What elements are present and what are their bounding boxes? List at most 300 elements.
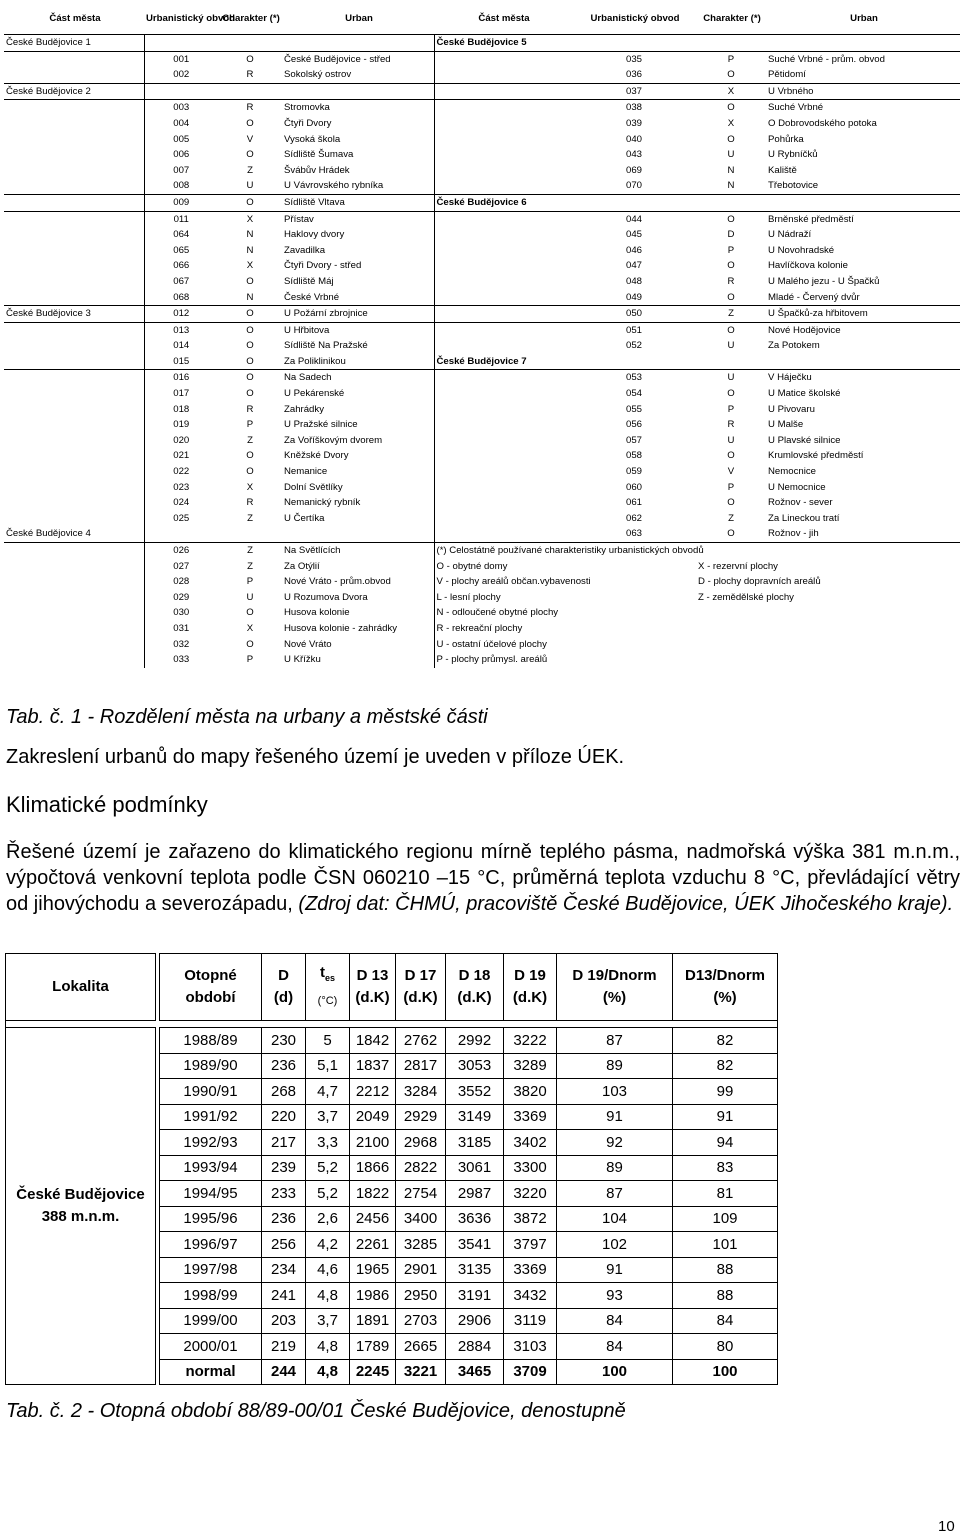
cell-d: 234 bbox=[262, 1257, 306, 1283]
cell-obvod-right: 045 bbox=[625, 229, 642, 241]
cell-cast-mesta bbox=[4, 495, 144, 511]
cell-obvod: 023 bbox=[144, 480, 218, 496]
cell-obvod: 001 bbox=[144, 51, 218, 67]
cell-obvod-right: 052 bbox=[625, 340, 642, 352]
cell-charakter: O bbox=[246, 149, 254, 161]
cell-charakter-right: Z bbox=[728, 512, 734, 524]
cell-urban bbox=[282, 35, 434, 52]
cell-charakter-right: O bbox=[727, 450, 735, 462]
cell-urban-right bbox=[766, 354, 960, 370]
cell-tes: 5,2 bbox=[306, 1181, 350, 1207]
cell-obvod: 004 bbox=[144, 116, 218, 132]
cell-d: 233 bbox=[262, 1181, 306, 1207]
cell-cast-mesta-right bbox=[434, 290, 572, 306]
cell-cast-mesta-right bbox=[434, 178, 572, 194]
cell-obvod: 064 bbox=[144, 227, 218, 243]
table1-row bbox=[4, 194, 960, 211]
cell-cast-mesta bbox=[4, 621, 144, 637]
cell-obvod-right: 058 bbox=[625, 450, 642, 462]
table1-row bbox=[4, 258, 960, 274]
cell-obvod: 021 bbox=[144, 448, 218, 464]
cell-obvod-right: 046 bbox=[625, 244, 642, 256]
cell-d13-dnorm: 100 bbox=[673, 1359, 778, 1385]
cell-charakter: X bbox=[246, 622, 254, 634]
cell-cast-mesta bbox=[4, 163, 144, 179]
cell-urban-right: Suché Vrbné bbox=[768, 102, 824, 114]
urban-districts-table bbox=[4, 4, 960, 668]
cell-urban-right bbox=[766, 35, 960, 52]
cell-d13: 2456 bbox=[350, 1206, 396, 1232]
cell-urban: Sídliště Šumava bbox=[284, 149, 354, 161]
table1-row bbox=[4, 67, 960, 83]
cell-obvod: 008 bbox=[144, 178, 218, 194]
cell-cast-mesta-right bbox=[434, 526, 572, 542]
cell-d13: 2100 bbox=[350, 1130, 396, 1156]
cell-cast-mesta bbox=[4, 274, 144, 290]
paragraph-urban-map: Zakreslení urbanů do mapy řešeného území je uveden v příloze ÚEK. bbox=[6, 746, 625, 768]
cell-d19: 3289 bbox=[504, 1053, 557, 1079]
cell-tes: 3,7 bbox=[306, 1308, 350, 1334]
cell-charakter: U bbox=[246, 591, 254, 603]
table1-row bbox=[4, 386, 960, 402]
cell-urban-right: U Rybníčků bbox=[768, 149, 818, 161]
cell-cast-mesta bbox=[4, 178, 144, 194]
cell-cast-mesta bbox=[4, 227, 144, 243]
cell-d18: 3541 bbox=[446, 1232, 504, 1258]
cell-tes: 4,7 bbox=[306, 1079, 350, 1105]
cell-cast-mesta-right bbox=[434, 370, 572, 386]
cell-cast-mesta-right bbox=[434, 402, 572, 418]
cell-charakter: R bbox=[246, 403, 254, 415]
heating-periods-table bbox=[5, 953, 778, 1385]
cell-d: 236 bbox=[262, 1206, 306, 1232]
cell-d17: 3284 bbox=[396, 1079, 446, 1105]
cell-urban: Sídliště Vltava bbox=[282, 194, 434, 211]
cell-charakter: O bbox=[246, 372, 254, 384]
cell-tes: 5,1 bbox=[306, 1053, 350, 1079]
cell-obvod: 065 bbox=[144, 243, 218, 259]
cell-d18: 3061 bbox=[446, 1155, 504, 1181]
cell-d13: 1837 bbox=[350, 1053, 396, 1079]
cell-legend-title: (*) Celostátně používané charakteristiky urbanistických obvodů bbox=[434, 543, 960, 559]
cell-d: 239 bbox=[262, 1155, 306, 1181]
table1-row bbox=[4, 163, 960, 179]
cell-obvod: 007 bbox=[144, 163, 218, 179]
cell-charakter: O bbox=[246, 450, 254, 462]
cell-d17: 3285 bbox=[396, 1232, 446, 1258]
cell-cast-mesta-right bbox=[434, 464, 572, 480]
table1-row bbox=[4, 637, 960, 653]
cell-obdobi: 1999/00 bbox=[160, 1308, 262, 1334]
cell-d17: 2901 bbox=[396, 1257, 446, 1283]
cell-urban-right: Rožnov - sever bbox=[768, 497, 833, 509]
cell-cast-mesta: České Budějovice 2 bbox=[4, 83, 144, 100]
cell-urban: U Požární zbrojnice bbox=[282, 306, 434, 323]
cell-d19-dnorm: 84 bbox=[557, 1308, 673, 1334]
cell-urban-right: O Dobrovodského potoka bbox=[768, 117, 877, 129]
cell-charakter: O bbox=[246, 638, 254, 650]
cell-cast-mesta bbox=[4, 402, 144, 418]
cell-obvod-right bbox=[572, 35, 696, 52]
cell-cast-mesta bbox=[4, 132, 144, 148]
cell-urban: Čtyři Dvory - střed bbox=[284, 260, 362, 272]
cell-charakter-right bbox=[696, 354, 766, 370]
cell-urban-right: Krumlovské předměstí bbox=[768, 450, 864, 462]
cell-charakter-right: U bbox=[727, 149, 735, 161]
cell-d18: 2992 bbox=[446, 1028, 504, 1054]
cell-obvod-right: 049 bbox=[572, 290, 696, 306]
cell-urban-right: U Vrbného bbox=[766, 83, 960, 100]
table1-row bbox=[4, 590, 960, 606]
cell-obvod-right: 063 bbox=[572, 526, 696, 542]
cell-legend-item: P - plochy průmysl. areálů bbox=[434, 652, 696, 668]
cell-obvod: 026 bbox=[144, 543, 218, 559]
cell-d13-dnorm: 82 bbox=[673, 1028, 778, 1054]
cell-d13-dnorm: 109 bbox=[673, 1206, 778, 1232]
cell-cast-mesta bbox=[4, 464, 144, 480]
table1-row bbox=[4, 574, 960, 590]
cell-urban-right: U Plavské silnice bbox=[768, 434, 841, 446]
cell-charakter: X bbox=[246, 213, 254, 225]
cell-urban: Vysoká škola bbox=[284, 133, 341, 145]
cell-charakter-right: X bbox=[727, 117, 735, 129]
cell-urban-right: Za Potokem bbox=[768, 340, 820, 352]
climate-text: Řešené území je zařazeno do klimatického regionu mírně teplého pásma, nadmořská výška 381 m.n.m., výpočtová venkovní teplota podle ČSN 060210 –15 °C, průměrná teplota vzduchu 8 °C, převládající větry od jihovýchodu a severozápadu, bbox=[6, 841, 960, 915]
table1-row bbox=[4, 290, 960, 306]
cell-cast-mesta-right bbox=[434, 116, 572, 132]
cell-obvod: 029 bbox=[144, 590, 218, 606]
cell-d: 219 bbox=[262, 1334, 306, 1360]
cell-obvod-right: 044 bbox=[625, 213, 642, 225]
cell-d19-dnorm: 87 bbox=[557, 1028, 673, 1054]
cell-urban bbox=[282, 83, 434, 100]
cell-charakter-right: P bbox=[727, 481, 735, 493]
cell-urban-right: U Nádraží bbox=[768, 229, 812, 241]
table1-row bbox=[4, 417, 960, 433]
cell-tes: 5 bbox=[306, 1028, 350, 1054]
table1-header-row bbox=[4, 4, 960, 35]
cell-obvod: 006 bbox=[144, 147, 218, 163]
cell-charakter-right: U bbox=[727, 372, 735, 384]
cell-cast-mesta-right bbox=[434, 67, 572, 83]
cell-tes: 4,8 bbox=[306, 1283, 350, 1309]
cell-obvod-right: 057 bbox=[625, 434, 642, 446]
cell-cast-mesta bbox=[4, 243, 144, 259]
cell-d17: 2762 bbox=[396, 1028, 446, 1054]
cell-obvod bbox=[144, 83, 218, 100]
cell-cast-mesta-right bbox=[434, 495, 572, 511]
cell-obvod: 030 bbox=[144, 605, 218, 621]
table1-row bbox=[4, 495, 960, 511]
cell-cast-mesta bbox=[4, 543, 144, 559]
cell-legend-item: R - rekreační plochy bbox=[434, 621, 696, 637]
cell-urban-right: Kaliště bbox=[768, 164, 797, 176]
cell-cast-mesta bbox=[4, 637, 144, 653]
table1-row bbox=[4, 132, 960, 148]
cell-d18: 2906 bbox=[446, 1308, 504, 1334]
cell-obvod-right: 053 bbox=[625, 372, 642, 384]
cell-cast-mesta: České Budějovice 3 bbox=[4, 306, 144, 323]
cell-d13-dnorm: 80 bbox=[673, 1334, 778, 1360]
cell-d: 256 bbox=[262, 1232, 306, 1258]
cell-d19: 3369 bbox=[504, 1104, 557, 1130]
cell-d18: 3191 bbox=[446, 1283, 504, 1309]
cell-cast-mesta bbox=[4, 605, 144, 621]
cell-urban-right: Pětidomí bbox=[766, 67, 960, 83]
cell-charakter: O bbox=[246, 324, 254, 336]
cell-urban-right: U Matice školské bbox=[768, 388, 841, 400]
cell-d19-dnorm: 84 bbox=[557, 1334, 673, 1360]
cell-d19: 3797 bbox=[504, 1232, 557, 1258]
cell-charakter-right: U bbox=[727, 434, 735, 446]
table1-row bbox=[4, 243, 960, 259]
cell-charakter: Z bbox=[247, 545, 253, 556]
cell-obvod: 022 bbox=[144, 464, 218, 480]
cell-d18: 3185 bbox=[446, 1130, 504, 1156]
cell-obvod-right bbox=[572, 354, 696, 370]
cell-obvod: 066 bbox=[144, 258, 218, 274]
cell-d17: 3400 bbox=[396, 1206, 446, 1232]
cell-charakter-right: P bbox=[727, 244, 735, 256]
cell-charakter: R bbox=[246, 102, 254, 114]
cell-obvod-right: 054 bbox=[625, 388, 642, 400]
cell-d18: 3636 bbox=[446, 1206, 504, 1232]
cell-charakter-right: Z bbox=[696, 306, 766, 323]
table1-row bbox=[4, 147, 960, 163]
cell-d19: 3820 bbox=[504, 1079, 557, 1105]
cell-tes: 3,7 bbox=[306, 1104, 350, 1130]
cell-cast-mesta bbox=[4, 448, 144, 464]
cell-urban: Nemanický rybník bbox=[284, 497, 361, 509]
cell-charakter: N bbox=[246, 229, 254, 241]
cell-urban-right: U Pivovaru bbox=[768, 403, 815, 415]
cell-obdobi: 1989/90 bbox=[160, 1053, 262, 1079]
cell-urban: Přístav bbox=[284, 213, 314, 225]
cell-d13-dnorm: 91 bbox=[673, 1104, 778, 1130]
header-d13: D 13 (d.K) bbox=[350, 954, 396, 1021]
cell-urban-right: U Malše bbox=[768, 419, 804, 431]
cell-d17: 2929 bbox=[396, 1104, 446, 1130]
header-charakter-right: Charakter (*) bbox=[696, 4, 766, 35]
cell-cast-mesta bbox=[4, 574, 144, 590]
header-urban-right: Urban bbox=[766, 4, 960, 35]
cell-tes: 4,8 bbox=[306, 1334, 350, 1360]
cell-obvod-right: 062 bbox=[625, 512, 642, 524]
cell-cast-mesta bbox=[4, 147, 144, 163]
cell-charakter: X bbox=[246, 481, 254, 493]
header-d18: D 18 (d.K) bbox=[446, 954, 504, 1021]
cell-cast-mesta-right: České Budějovice 7 bbox=[434, 354, 572, 370]
cell-obvod-right: 039 bbox=[625, 117, 642, 129]
cell-d13: 2261 bbox=[350, 1232, 396, 1258]
cell-cast-mesta-right bbox=[434, 258, 572, 274]
cell-obvod-right: 036 bbox=[572, 67, 696, 83]
cell-obvod-right: 048 bbox=[625, 275, 642, 287]
cell-d19: 3402 bbox=[504, 1130, 557, 1156]
cell-charakter-right: R bbox=[727, 275, 735, 287]
cell-urban-right: Brněnské předměstí bbox=[768, 213, 854, 225]
cell-cast-mesta bbox=[4, 386, 144, 402]
cell-obdobi: 1998/99 bbox=[160, 1283, 262, 1309]
cell-urban: U Rozumova Dvora bbox=[284, 591, 368, 603]
header-tes: $t_{es}$ (°C) bbox=[306, 954, 350, 1021]
cell-obvod-right: 061 bbox=[625, 497, 642, 509]
cell-urban-right: Rožnov - jih bbox=[766, 526, 960, 542]
cell-obvod: 017 bbox=[144, 386, 218, 402]
cell-obvod: 024 bbox=[144, 495, 218, 511]
cell-urban: Kněžské Dvory bbox=[284, 450, 349, 462]
cell-d13: 1842 bbox=[350, 1028, 396, 1054]
cell-charakter-right: P bbox=[727, 403, 735, 415]
cell-d19-dnorm: 93 bbox=[557, 1283, 673, 1309]
cell-urban: U Křížku bbox=[284, 654, 321, 666]
cell-urban-right: Pohůrka bbox=[768, 133, 804, 145]
cell-obdobi: normal bbox=[160, 1359, 262, 1385]
cell-urban: U Pekárenské bbox=[284, 388, 345, 400]
cell-obdobi: 1996/97 bbox=[160, 1232, 262, 1258]
cell-obvod: 013 bbox=[144, 322, 218, 338]
cell-obvod-right: 056 bbox=[625, 419, 642, 431]
cell-legend-item bbox=[696, 621, 960, 637]
cell-cast-mesta bbox=[4, 480, 144, 496]
cell-charakter-right: U bbox=[727, 340, 735, 352]
cell-d13: 2212 bbox=[350, 1079, 396, 1105]
table1-row bbox=[4, 322, 960, 338]
cell-charakter: R bbox=[218, 67, 282, 83]
cell-d19: 3222 bbox=[504, 1028, 557, 1054]
cell-d13-dnorm: 84 bbox=[673, 1308, 778, 1334]
cell-obvod: 033 bbox=[144, 652, 218, 668]
cell-charakter: O bbox=[218, 306, 282, 323]
cell-obvod-right: 035 bbox=[625, 53, 642, 65]
cell-urban: Nové Vráto - prům.obvod bbox=[284, 576, 391, 588]
cell-cast-mesta bbox=[4, 290, 144, 306]
cell-d17: 2817 bbox=[396, 1053, 446, 1079]
cell-cast-mesta-right bbox=[434, 147, 572, 163]
cell-cast-mesta-right: České Budějovice 5 bbox=[434, 35, 572, 52]
cell-urban-right: Třebotovice bbox=[766, 178, 960, 194]
cell-urban: Zavadilka bbox=[284, 244, 326, 256]
cell-d19-dnorm: 91 bbox=[557, 1104, 673, 1130]
cell-cast-mesta bbox=[4, 194, 144, 211]
cell-d13-dnorm: 99 bbox=[673, 1079, 778, 1105]
cell-obvod bbox=[144, 35, 218, 52]
cell-legend-item bbox=[696, 605, 960, 621]
cell-d19: 3872 bbox=[504, 1206, 557, 1232]
cell-charakter: O bbox=[246, 275, 254, 287]
cell-obvod: 019 bbox=[144, 417, 218, 433]
cell-charakter-right: O bbox=[727, 213, 735, 225]
cell-charakter: P bbox=[246, 576, 254, 588]
cell-cast-mesta: České Budějovice 1 bbox=[4, 35, 144, 52]
cell-d13: 2049 bbox=[350, 1104, 396, 1130]
cell-d13-dnorm: 88 bbox=[673, 1283, 778, 1309]
table2-body bbox=[6, 1021, 778, 1385]
cell-urban: Na Světlících bbox=[284, 545, 341, 556]
cell-obvod-right: 047 bbox=[625, 260, 642, 272]
cell-d19: 3119 bbox=[504, 1308, 557, 1334]
cell-urban: Za Otýlií bbox=[284, 560, 320, 572]
cell-cast-mesta bbox=[4, 559, 144, 575]
cell-urban: U Pražské silnice bbox=[284, 419, 358, 431]
cell-obvod: 028 bbox=[144, 574, 218, 590]
cell-cast-mesta-right bbox=[434, 322, 572, 338]
cell-d13-dnorm: 82 bbox=[673, 1053, 778, 1079]
cell-cast-mesta-right bbox=[434, 480, 572, 496]
cell-obvod-right bbox=[572, 194, 696, 211]
cell-cast-mesta-right bbox=[434, 243, 572, 259]
cell-d17: 2703 bbox=[396, 1308, 446, 1334]
cell-urban-right: U Špačků-za hřbitovem bbox=[766, 306, 960, 323]
section-heading-climate: Klimatické podmínky bbox=[6, 792, 208, 817]
table1-row bbox=[4, 370, 960, 386]
cell-d13: 1822 bbox=[350, 1181, 396, 1207]
cell-d: 230 bbox=[262, 1028, 306, 1054]
cell-obvod: 011 bbox=[144, 211, 218, 227]
cell-obdobi: 1992/93 bbox=[160, 1130, 262, 1156]
cell-obvod-right: 043 bbox=[625, 149, 642, 161]
cell-obvod-right: 070 bbox=[572, 178, 696, 194]
cell-d13-dnorm: 88 bbox=[673, 1257, 778, 1283]
cell-d: 217 bbox=[262, 1130, 306, 1156]
cell-cast-mesta-right bbox=[434, 132, 572, 148]
cell-cast-mesta bbox=[4, 511, 144, 527]
cell-d19: 3300 bbox=[504, 1155, 557, 1181]
cell-d19-dnorm: 92 bbox=[557, 1130, 673, 1156]
cell-charakter-right: O bbox=[727, 102, 735, 114]
cell-obdobi: 1995/96 bbox=[160, 1206, 262, 1232]
cell-obvod: 032 bbox=[144, 637, 218, 653]
cell-cast-mesta-right bbox=[434, 338, 572, 354]
cell-obdobi: 1991/92 bbox=[160, 1104, 262, 1130]
cell-charakter-right: O bbox=[696, 526, 766, 542]
cell-obvod: 027 bbox=[144, 559, 218, 575]
cell-charakter-right: O bbox=[696, 290, 766, 306]
cell-d19-dnorm: 104 bbox=[557, 1206, 673, 1232]
cell-urban: Nemanice bbox=[284, 466, 328, 478]
cell-obvod: 012 bbox=[144, 306, 218, 323]
cell-urban-right: V Háječku bbox=[768, 372, 812, 384]
table1-row bbox=[4, 354, 960, 370]
table1-row bbox=[4, 274, 960, 290]
cell-d19: 3432 bbox=[504, 1283, 557, 1309]
cell-obvod-right: 060 bbox=[625, 481, 642, 493]
cell-urban-right: Mladé - Červený dvůr bbox=[766, 290, 960, 306]
table1-row bbox=[4, 448, 960, 464]
table1-row bbox=[4, 306, 960, 323]
cell-charakter-right: D bbox=[727, 229, 735, 241]
cell-d18: 2884 bbox=[446, 1334, 504, 1360]
cell-tes: 4,8 bbox=[306, 1359, 350, 1385]
table1-row bbox=[4, 83, 960, 100]
cell-charakter-right: O bbox=[727, 324, 735, 336]
cell-d13: 1789 bbox=[350, 1334, 396, 1360]
cell-cast-mesta-right bbox=[434, 83, 572, 100]
cell-charakter-right bbox=[696, 194, 766, 211]
cell-d13-dnorm: 83 bbox=[673, 1155, 778, 1181]
cell-charakter-right: V bbox=[727, 466, 735, 478]
cell-urban: Čtyři Dvory bbox=[284, 117, 332, 129]
cell-d19: 3220 bbox=[504, 1181, 557, 1207]
cell-urban-right bbox=[766, 194, 960, 211]
cell-cast-mesta-right bbox=[434, 386, 572, 402]
table1-row bbox=[4, 178, 960, 194]
cell-charakter-right: N bbox=[696, 178, 766, 194]
cell-charakter-right: N bbox=[727, 164, 735, 176]
cell-urban-right: Nové Hodějovice bbox=[768, 324, 841, 336]
table1-row bbox=[4, 526, 960, 542]
cell-obvod: 031 bbox=[144, 621, 218, 637]
